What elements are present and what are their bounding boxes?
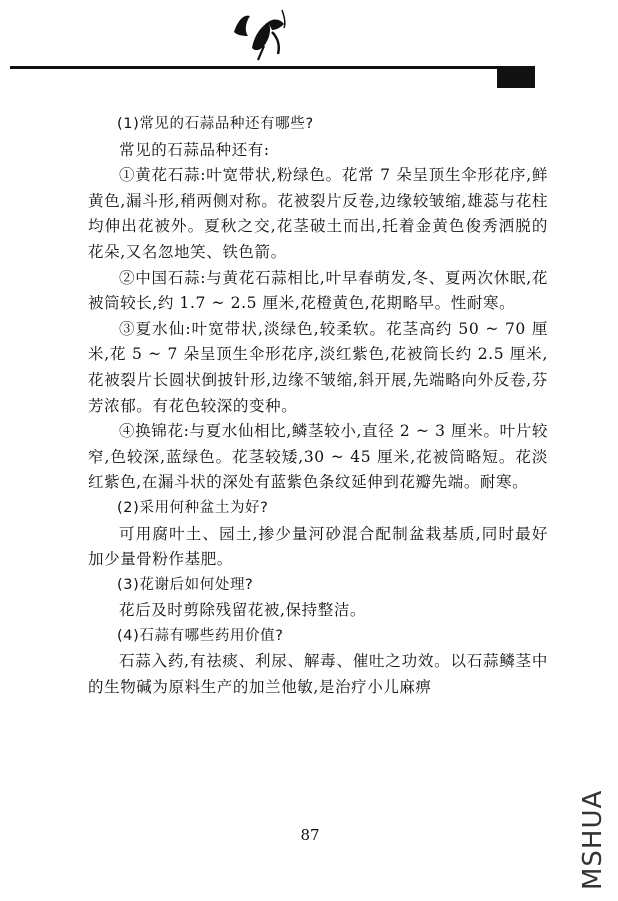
body-text bbox=[88, 112, 548, 701]
header-rule bbox=[10, 66, 535, 69]
question-heading: (3)花谢后如何处理? bbox=[117, 576, 254, 593]
body-paragraph: 常见的石蒜品种还有: bbox=[119, 140, 270, 159]
watermark: MSHUA bbox=[578, 789, 608, 890]
header-ornament-icon bbox=[228, 2, 298, 64]
body-paragraph: ③夏水仙:叶宽带状,淡绿色,较柔软。花茎高约 50 ~ 70 厘米,花 5 ~ 7 朵呈顶生伞形花序,淡红紫色,花被筒长约 2.5 厘米,花被裂片长圆状倒披针形,边缘不皱缩,斜开展,先端略向外反卷,芬芳浓郁。有花色较深的变种。 bbox=[88, 319, 548, 415]
body-paragraph: ④换锦花:与夏水仙相比,鳞茎较小,直径 2 ~ 3 厘米。叶片较窄,色较深,蓝绿色。花茎较矮,30 ~ 45 厘米,花被筒略短。花淡红紫色,在漏斗状的深处有蓝紫色条纹延伸到花瓣先端。耐寒。 bbox=[88, 422, 548, 492]
question-heading: (4)石蒜有哪些药用价值? bbox=[117, 627, 284, 644]
question-heading: (2)采用何种盆土为好? bbox=[117, 499, 269, 516]
body-paragraph: 花后及时剪除残留花被,保持整洁。 bbox=[119, 601, 367, 620]
question-heading: (1)常见的石蒜品种还有哪些? bbox=[117, 116, 314, 132]
page-number: 87 bbox=[300, 826, 320, 844]
body-paragraph: ①黄花石蒜:叶宽带状,粉绿色。花常 7 朵呈顶生伞形花序,鲜黄色,漏斗形,稍两侧对称。花被裂片反卷,边缘较皱缩,雄蕊与花柱均伸出花被外。夏秋之交,花茎破土而出,托着金黄色俊秀洒脱的花朵,又名忽地笑、铁色箭。 bbox=[88, 166, 548, 261]
header-tab-block bbox=[497, 66, 535, 88]
body-paragraph: 可用腐叶土、园土,掺少量河砂混合配制盆栽基质,同时最好加少量骨粉作基肥。 bbox=[88, 524, 548, 569]
body-paragraph: 石蒜入药,有祛痰、利尿、解毒、催吐之功效。以石蒜鳞茎中的生物碱为原料生产的加兰他敏,是治疗小儿麻痹 bbox=[88, 652, 548, 697]
body-paragraph: ②中国石蒜:与黄花石蒜相比,叶早春萌发,冬、夏两次休眠,花被筒较长,约 1.7 ~ 2.5 厘米,花橙黄色,花期略早。性耐寒。 bbox=[88, 268, 548, 313]
